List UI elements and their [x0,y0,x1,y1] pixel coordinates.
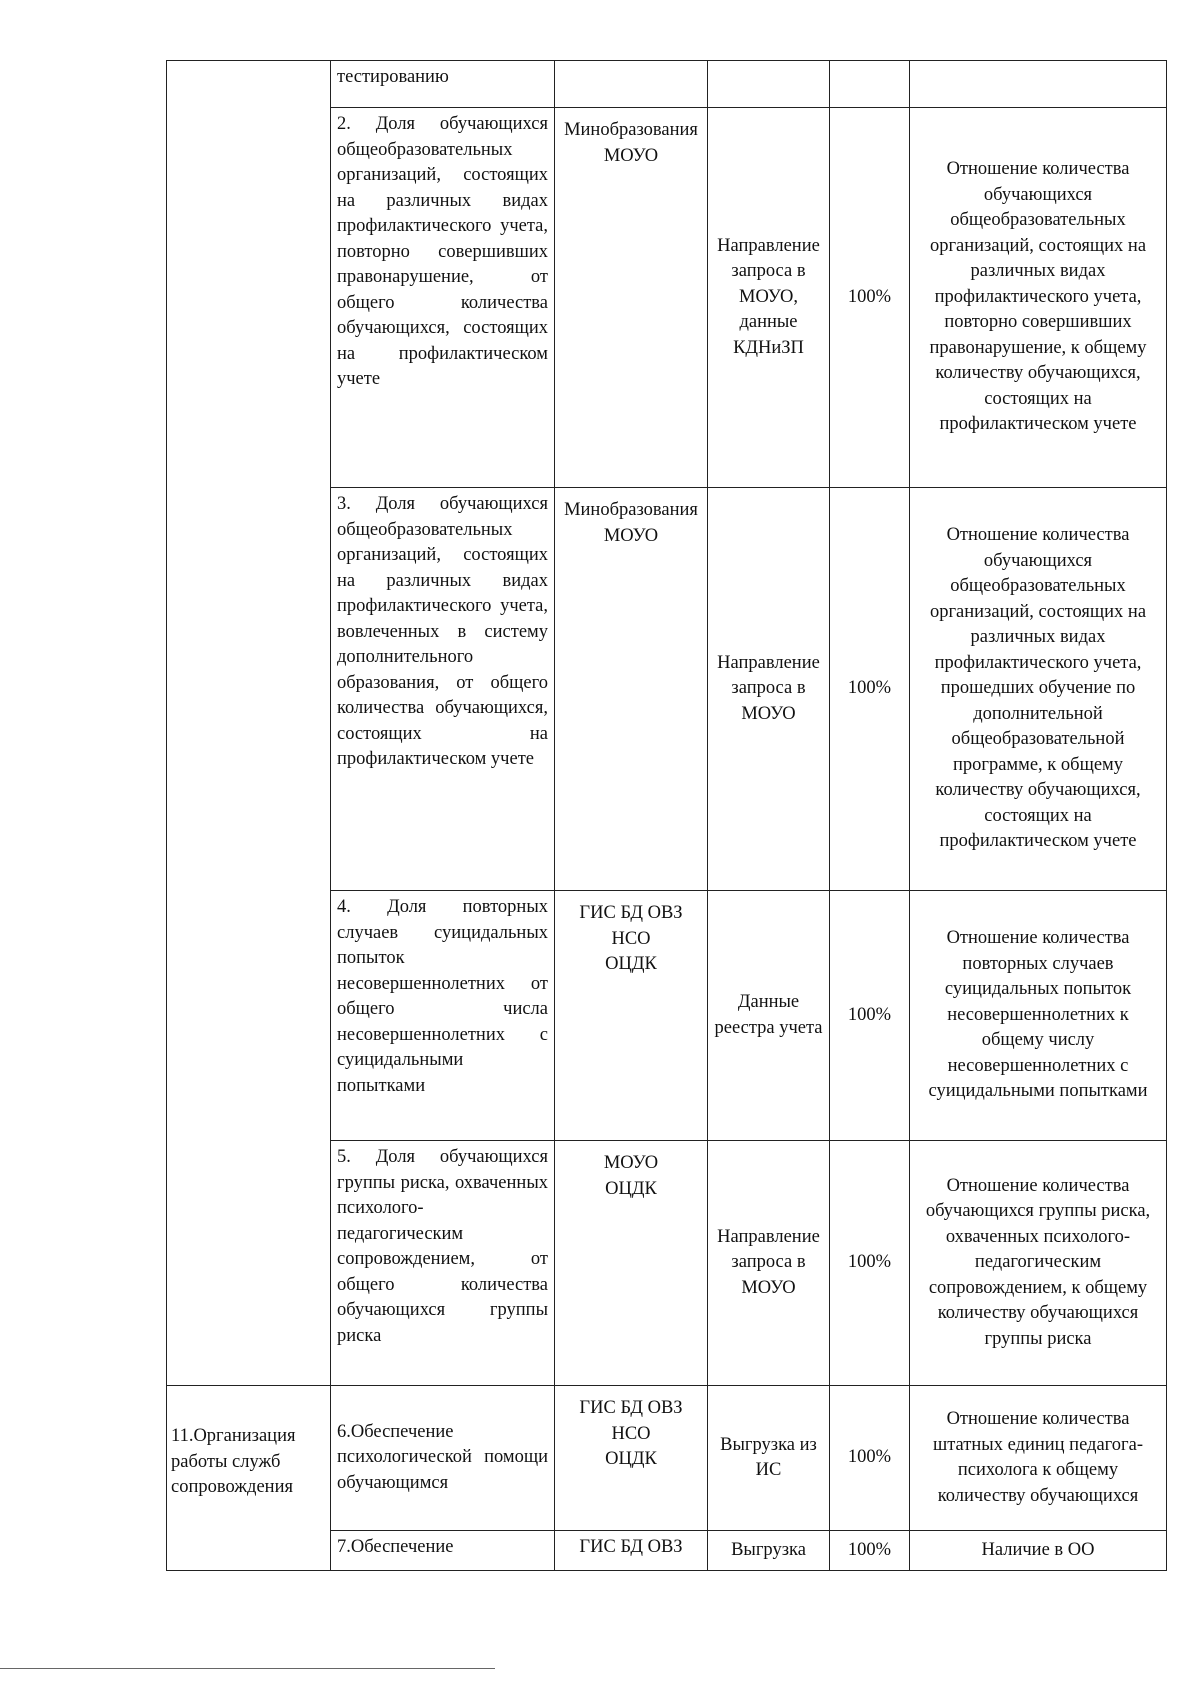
indicator-cell: 6.Обеспечение психологической помощи обучающимся [331,1386,555,1531]
source-cell: МОУО ОЦДК [555,1141,708,1386]
target-cell: 100% [830,1386,910,1531]
formula-cell: Отношение количества повторных случаев суицидальных попыток несовершеннолетних к общему числу несовершеннолетних с суицидальными попытками [910,891,1167,1141]
method-cell: Направление запроса в МОУО [708,1141,830,1386]
footnote-divider [0,1668,495,1669]
method-cell: Выгрузка [708,1531,830,1571]
formula-cell: Отношение количества обучающихся группы риска, охваченных психолого-педагогическим сопровождением, к общему количеству обучающихся группы риска [910,1141,1167,1386]
indicator-cell: 3. Доля обучающихся общеобразовательных организаций, состоящих на различных видах профилактического учета, вовлеченных в систему дополнительного образования, от общего количества обучающихся, состоящих на профилактическом учете [331,488,555,891]
indicator-cell: 2. Доля обучающихся общеобразовательных организаций, состоящих на различных видах профилактического учета, повторно совершивших правонарушение, от общего количества обучающихся, состоящих на профилактическом учете [331,108,555,488]
formula-cell: Наличие в ОО [910,1531,1167,1571]
source-cell: ГИС БД ОВЗ НСО ОЦДК [555,1386,708,1531]
method-cell [708,61,830,108]
section-title-11: 11.Организация работы служб сопровождения [167,1386,331,1571]
source-cell: ГИС БД ОВЗ НСО ОЦДК [555,891,708,1141]
formula-cell: Отношение количества обучающихся общеобразовательных организаций, состоящих на различных видах профилактического учета, повторно совершивших правонарушение, к общему количеству обучающихся, состоящих на профилактическом учете [910,108,1167,488]
indicators-table [166,60,1167,1571]
target-cell: 100% [830,891,910,1141]
formula-cell [910,61,1167,108]
indicator-cell: тестированию [331,61,555,108]
method-cell: Данные реестра учета [708,891,830,1141]
source-cell: Минобразования МОУО [555,488,708,891]
source-cell [555,61,708,108]
method-cell: Направление запроса в МОУО, данные КДНиЗП [708,108,830,488]
target-cell: 100% [830,1531,910,1571]
table-row [167,61,1167,108]
indicator-cell: 4. Доля повторных случаев суицидальных попыток несовершеннолетних от общего числа несовершеннолетних с суицидальными попытками [331,891,555,1141]
target-cell [830,61,910,108]
method-cell: Направление запроса в МОУО [708,488,830,891]
source-cell: Минобразования МОУО [555,108,708,488]
target-cell: 100% [830,1141,910,1386]
source-cell: ГИС БД ОВЗ [555,1531,708,1571]
method-cell: Выгрузка из ИС [708,1386,830,1531]
formula-cell: Отношение количества обучающихся общеобразовательных организаций, состоящих на различных видах профилактического учета, прошедших обучение по дополнительной общеобразовательной программе, к общему количеству обучающихся, состоящих на профилактическом учете [910,488,1167,891]
section-cell-empty [167,61,331,1386]
formula-cell: Отношение количества штатных единиц педагога-психолога к общему количеству обучающихся [910,1386,1167,1531]
indicator-cell: 5. Доля обучающихся группы риска, охваченных психолого-педагогическим сопровождением, от общего количества обучающихся группы риска [331,1141,555,1386]
table-row [167,1386,1167,1531]
indicator-cell: 7.Обеспечение [331,1531,555,1571]
target-cell: 100% [830,488,910,891]
target-cell: 100% [830,108,910,488]
